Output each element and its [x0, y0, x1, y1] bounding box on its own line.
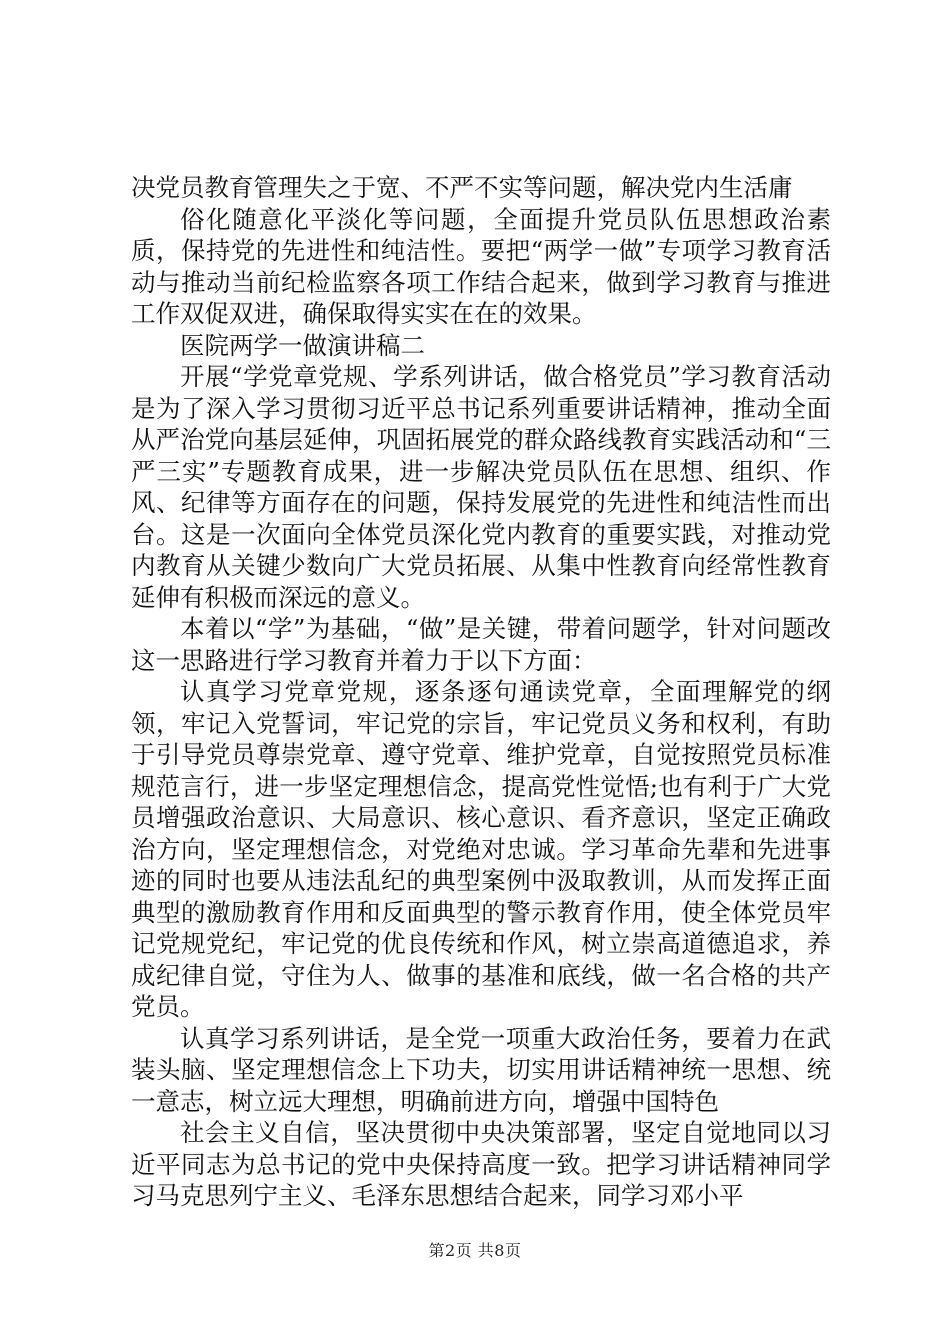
paragraph-4: 本着以“学”为基础，“做”是关键，带着问题学，针对问题改这一思路进行学习教育并着力于以下方面：: [131, 614, 831, 675]
section-heading: 医院两学一做演讲稿二: [180, 330, 425, 360]
paragraph-3: 开展“学党章党规、学系列讲话，做合格党员”学习教育活动是为了深入学习贯彻习近平总书记系列重要讲话精神，推动全面从严治党向基层延伸，巩固拓展党的群众路线教育实践活动和“三严三实”专题教育成果，进一步解决党员队伍在思想、组织、作风、纪律等方面存在的问题，保持发展党的先进性和纯洁性而出台。这是一次面向全体党员深化党内教育的重要实践，对推动党内教育从关键少数向广大党员拓展、从集中性教育向经常性教育延伸有积极而深远的意义。: [131, 362, 831, 612]
paragraph-1: 决党员教育管理失之于宽、不严不实等问题，解决党内生活庸: [131, 173, 793, 202]
paragraph-5: 认真学习党章党规，逐条逐句通读党章，全面理解党的纲领，牢记入党誓词，牢记党的宗旨，牢记党员义务和权利，有助于引导党员尊崇党章、遵守党章、维护党章，自觉按照党员标准规范言行，进一步坚定理想信念，提高党性觉悟;也有利于广大党员增强政治意识、大局意识、核心意识、看齐意识，坚定正确政治方向，坚定理想信念，对党绝对忠诚。学习革命先辈和先进事迹的同时也要从违法乱纪的典型案例中汲取教训，从而发挥正面典型的激励教育作用和反面典型的警示教育作用，使全体党员牢记党规党纪，牢记党的优良传统和作风，树立崇高道德追求，养成纪律自觉，守住为人、做事的基准和底线，做一名合格的共产党员。: [131, 677, 831, 1021]
page-number: 第2页 共8页: [428, 1241, 522, 1260]
paragraph-6: 认真学习系列讲话，是全党一项重大政治任务，要着力在武装头脑、坚定理想信念上下功夫，切实用讲话精神统一思想、统一意志，树立远大理想，明确前进方向，增强中国特色: [131, 1023, 831, 1116]
paragraph-2: 俗化随意化平淡化等问题，全面提升党员队伍思想政治素质，保持党的先进性和纯洁性。要把“两学一做”专项学习教育活动与推动当前纪检监察各项工作结合起来，做到学习教育与推进工作双促双进，确保取得实实在在的效果。: [131, 204, 831, 328]
document-body: [131, 172, 831, 1212]
paragraph-7: 社会主义自信，坚决贯彻中央决策部署，坚定自觉地同以习近平同志为总书记的党中央保持高度一致。把学习讲话精神同学习马克思列宁主义、毛泽东思想结合起来，同学习邓小平: [131, 1118, 831, 1210]
